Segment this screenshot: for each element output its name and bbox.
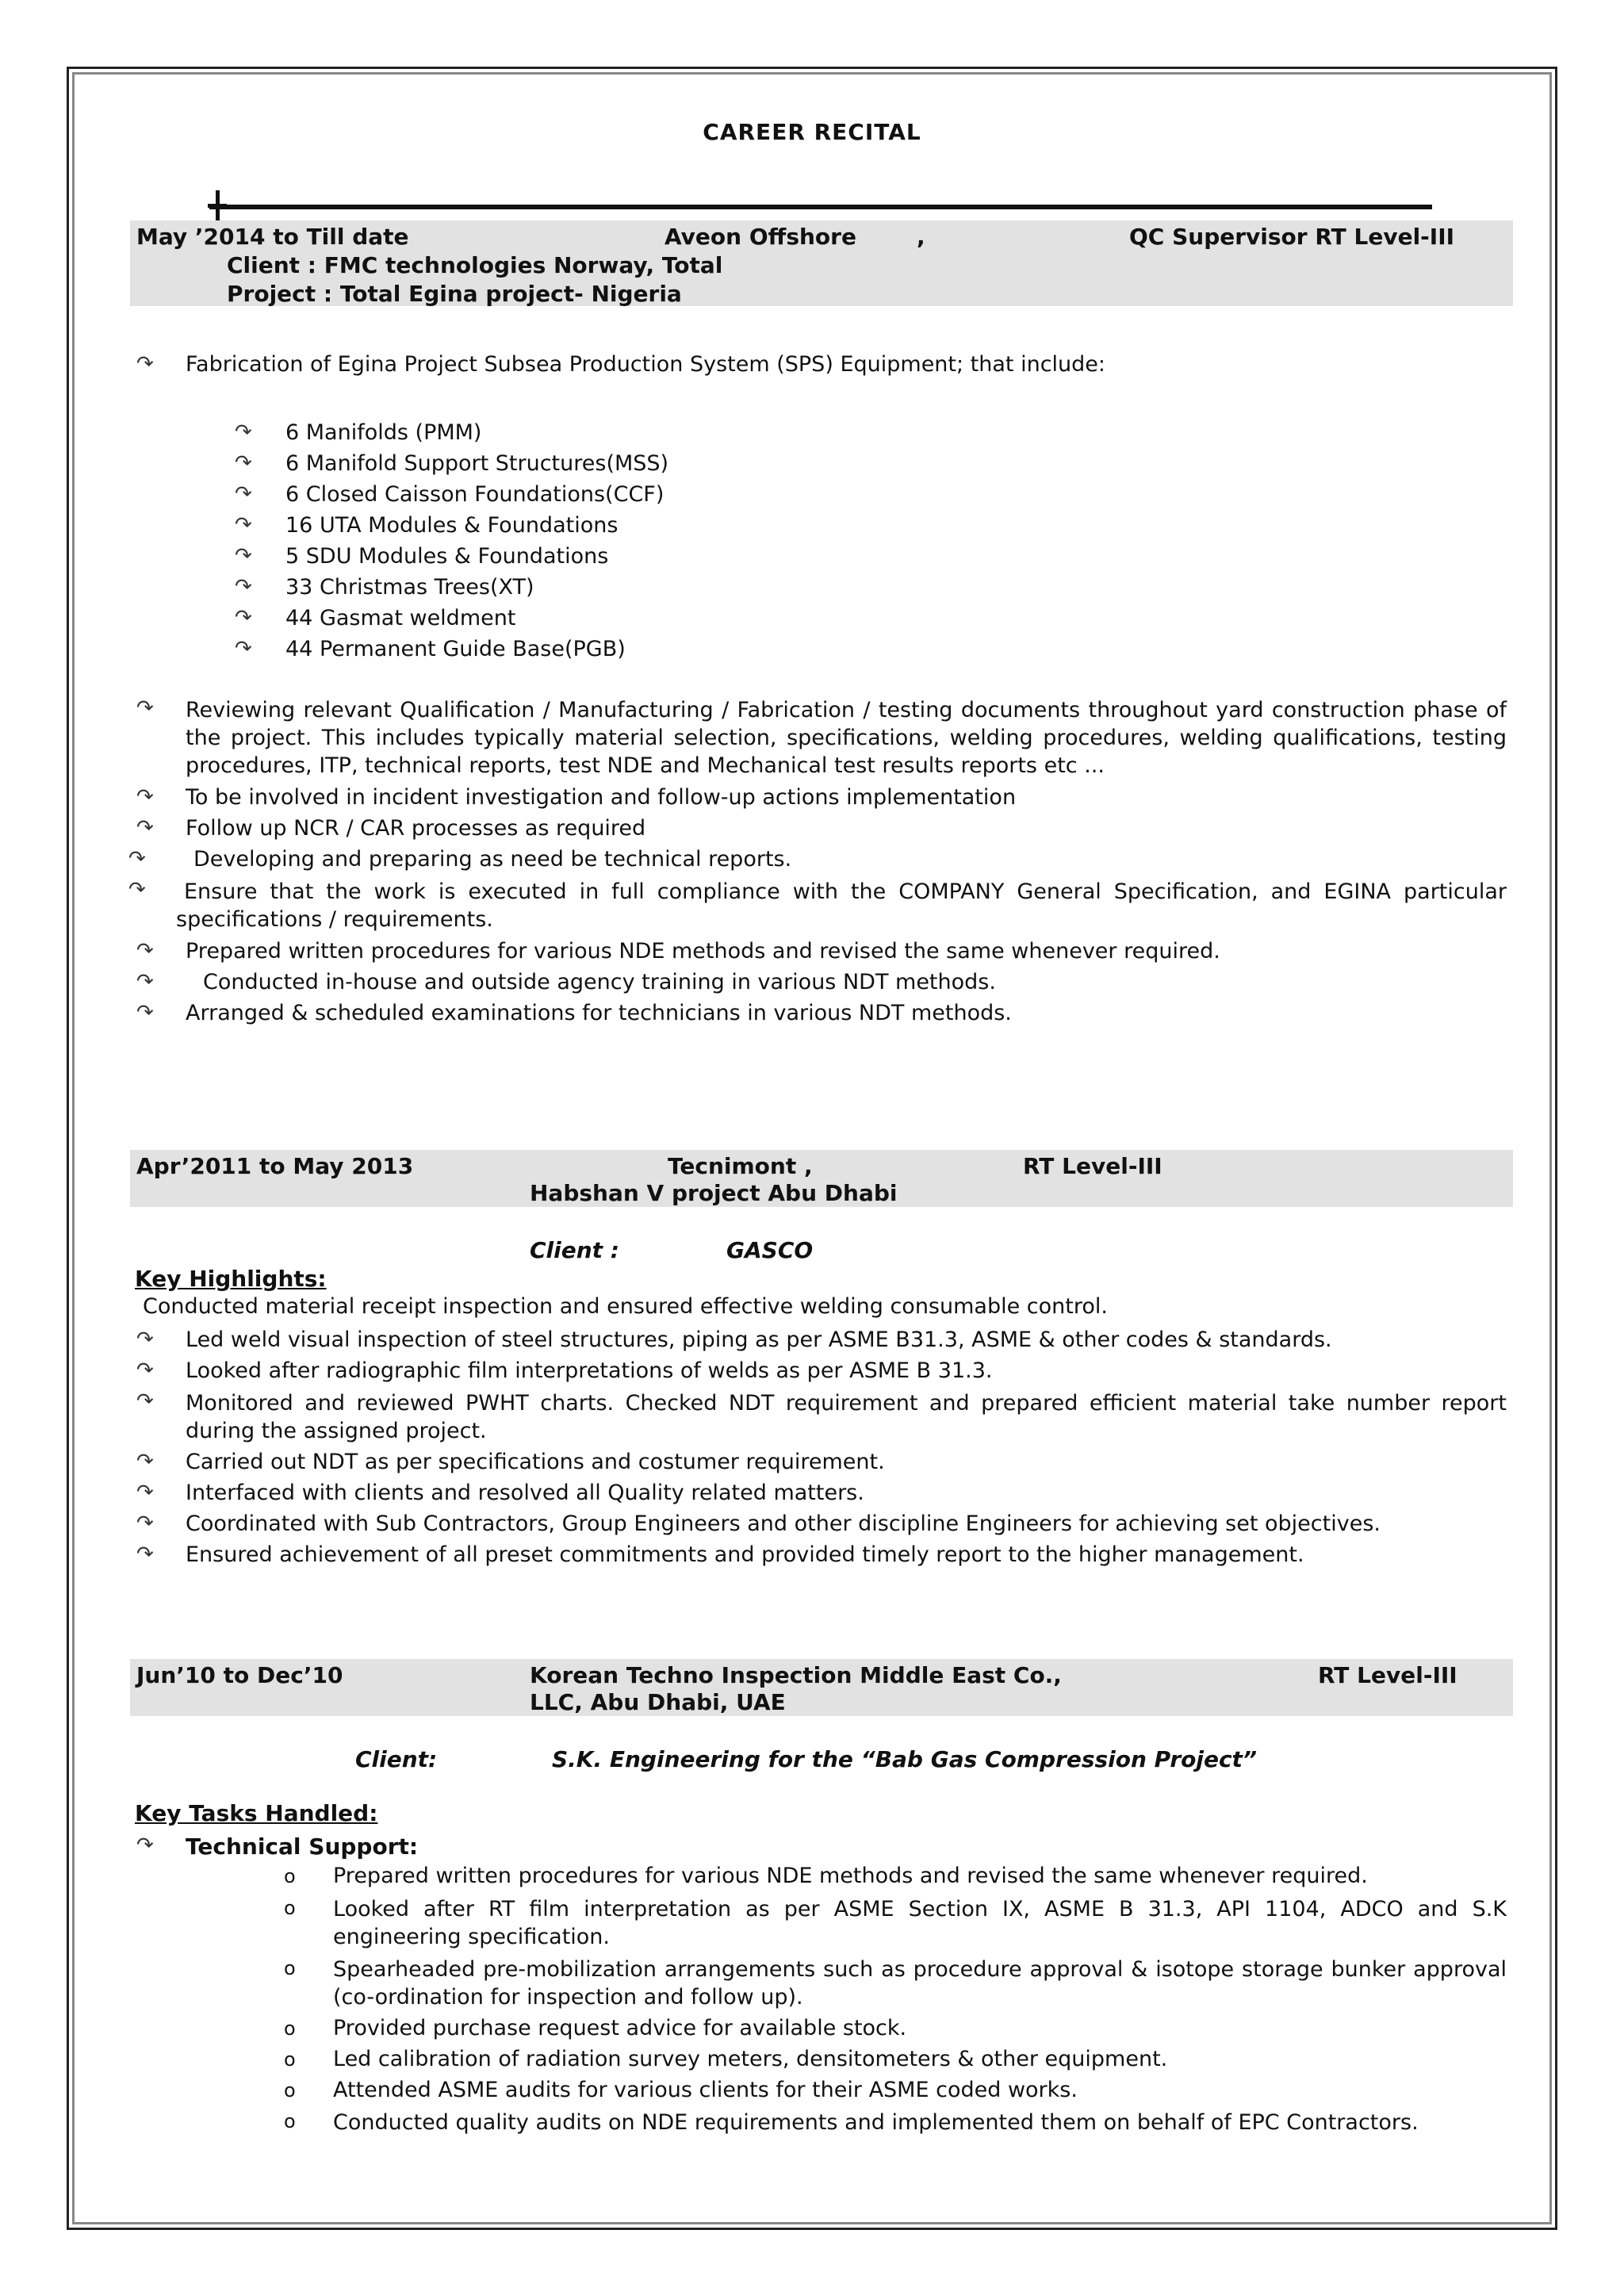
job3-company-line1: Korean Techno Inspection Middle East Co., [530, 1662, 1062, 1688]
bullet-icon: ↷ [136, 696, 154, 720]
bullet-icon: ↷ [136, 939, 154, 963]
job2-highlights-heading: Key Highlights: [135, 1266, 327, 1292]
job2-role: RT Level-III [1023, 1153, 1162, 1179]
bullet-icon: ↷ [136, 1481, 154, 1504]
list-item: 6 Manifolds (PMM) [285, 420, 482, 445]
circle-bullet-icon: o [284, 2048, 296, 2071]
list-item: Led weld visual inspection of steel structures, piping as per ASME B31.3, ASME & other codes & standards. [186, 1328, 1332, 1352]
bullet-icon: ↷ [136, 1511, 154, 1535]
job1-company: Aveon Offshore [665, 224, 856, 250]
job3-tasks-heading: Key Tasks Handled: [135, 1800, 378, 1826]
job1-client: Client : FMC technologies Norway, Total [227, 252, 723, 278]
list-item: 44 Gasmat weldment [285, 606, 516, 630]
list-item: Carried out NDT as per specifications and costumer requirement. [186, 1450, 885, 1474]
list-item: 33 Christmas Trees(XT) [285, 575, 534, 600]
list-item: Reviewing relevant Qualification / Manufacturing / Fabrication / testing documents throughout yard construction phase of the project. This includes typically material selection, specifications, welding procedures, welding qualifications, testing procedures, ITP, technical reports, test NDE and Mechanical test results reports etc ... [186, 698, 1507, 778]
circle-bullet-icon: o [284, 1957, 296, 1979]
list-item: Attended ASME audits for various clients for their ASME coded works. [333, 2078, 1078, 2102]
job2-dates: Apr’2011 to May 2013 [136, 1153, 414, 1179]
list-item: To be involved in incident investigation and follow-up actions implementation [186, 785, 1017, 810]
bullet-icon: ↷ [136, 970, 154, 994]
bullet-icon: ↷ [136, 1358, 154, 1382]
job3-dates: Jun’10 to Dec’10 [136, 1662, 343, 1688]
bullet-icon: ↷ [136, 1328, 154, 1351]
circle-bullet-icon: o [284, 1897, 296, 1919]
list-item: Developing and preparing as need be technical reports. [193, 847, 792, 872]
list-item: Prepared written procedures for various NDE methods and revised the same whenever required. [186, 939, 1220, 964]
bullet-icon: ↷ [235, 513, 252, 537]
list-item: Ensured achievement of all preset commitments and provided timely report to the higher management. [186, 1542, 1304, 1567]
list-item: 16 UTA Modules & Foundations [285, 513, 619, 538]
job2-company: Tecnimont , [668, 1153, 813, 1179]
bullet-icon: ↷ [136, 1542, 154, 1566]
list-item: Led calibration of radiation survey meters, densitometers & other equipment. [333, 2047, 1168, 2071]
list-item: Looked after RT film interpretation as per ASME Section IX, ASME B 31.3, API 1104, ADCO and S.K engineering specification. [333, 1897, 1507, 1949]
bullet-icon: ↷ [235, 451, 252, 475]
list-item: 6 Manifold Support Structures(MSS) [285, 451, 669, 476]
circle-bullet-icon: o [284, 1865, 296, 1887]
bullet-icon: ↷ [136, 785, 154, 809]
job1-comma: , [917, 224, 925, 250]
page-title: CAREER RECITAL [703, 119, 921, 145]
job1-intro: Fabrication of Egina Project Subsea Production System (SPS) Equipment; that include: [186, 352, 1106, 377]
job2-client-name: GASCO [726, 1237, 814, 1263]
list-item: Arranged & scheduled examinations for technicians in various NDT methods. [186, 1001, 1012, 1025]
bullet-icon: ↷ [128, 878, 146, 902]
bullet-icon: ↷ [136, 1450, 154, 1473]
bullet-icon: ↷ [235, 575, 252, 599]
job3-support-heading: Technical Support: [186, 1833, 419, 1860]
job3-role: RT Level-III [1318, 1662, 1457, 1688]
job1-dates: May ’2014 to Till date [136, 224, 409, 250]
list-item: Looked after radiographic film interpretations of welds as per ASME B 31.3. [186, 1358, 993, 1383]
bullet-icon: ↷ [235, 482, 252, 506]
list-item: 44 Permanent Guide Base(PGB) [285, 637, 626, 661]
list-item: Ensure that the work is executed in full compliance with the COMPANY General Specification, and EGINA particular specifications / requirements. [176, 879, 1507, 932]
section-rule [209, 205, 1432, 209]
list-item: Conducted quality audits on NDE requirements and implemented them on behalf of EPC Contractors. [333, 2110, 1419, 2135]
circle-bullet-icon: o [284, 2110, 296, 2132]
bullet-icon: ↷ [235, 420, 252, 444]
bullet-icon: ↷ [235, 606, 252, 630]
bullet-icon: ↷ [128, 847, 146, 871]
bullet-icon: ↷ [235, 637, 252, 661]
bullet-icon: ↷ [235, 544, 252, 568]
list-item: Prepared written procedures for various NDE methods and revised the same whenever required. [333, 1864, 1368, 1888]
job3-client-name: S.K. Engineering for the “Bab Gas Compression Project” [552, 1746, 1257, 1772]
list-item: Coordinated with Sub Contractors, Group Engineers and other discipline Engineers for achieving set objectives. [186, 1511, 1381, 1536]
list-item: Conducted in-house and outside agency training in various NDT methods. [203, 970, 996, 994]
list-item: Follow up NCR / CAR processes as required [186, 816, 646, 841]
circle-bullet-icon: o [284, 2017, 296, 2040]
job3-client-label: Client: [355, 1746, 438, 1772]
bullet-icon: ↷ [136, 1389, 154, 1413]
bullet-icon: ↷ [136, 1833, 154, 1857]
list-item: Provided purchase request advice for available stock. [333, 2016, 907, 2040]
bullet-icon: ↷ [136, 1001, 154, 1025]
bullet-icon: ↷ [136, 816, 154, 840]
job2-project: Habshan V project Abu Dhabi [530, 1180, 898, 1206]
list-item: Monitored and reviewed PWHT charts. Checked NDT requirement and prepared efficient material take number report during the assigned project. [186, 1391, 1507, 1443]
job3-company-line2: LLC, Abu Dhabi, UAE [530, 1689, 786, 1715]
job1-role: QC Supervisor RT Level-III [1129, 224, 1455, 250]
list-item: 6 Closed Caisson Foundations(CCF) [285, 482, 665, 507]
bullet-icon: ↷ [136, 352, 154, 376]
job1-project: Project : Total Egina project- Nigeria [227, 281, 682, 307]
job2-highlights-intro: Conducted material receipt inspection and ensured effective welding consumable control. [143, 1294, 1108, 1319]
list-item: Spearheaded pre-mobilization arrangements such as procedure approval & isotope storage bunker approval (co-ordination for inspection and follow up). [333, 1957, 1507, 2010]
list-item: Interfaced with clients and resolved all Quality related matters. [186, 1481, 864, 1505]
list-item: 5 SDU Modules & Foundations [285, 544, 609, 569]
job2-client-label: Client : [530, 1237, 619, 1263]
circle-bullet-icon: o [284, 2079, 296, 2102]
